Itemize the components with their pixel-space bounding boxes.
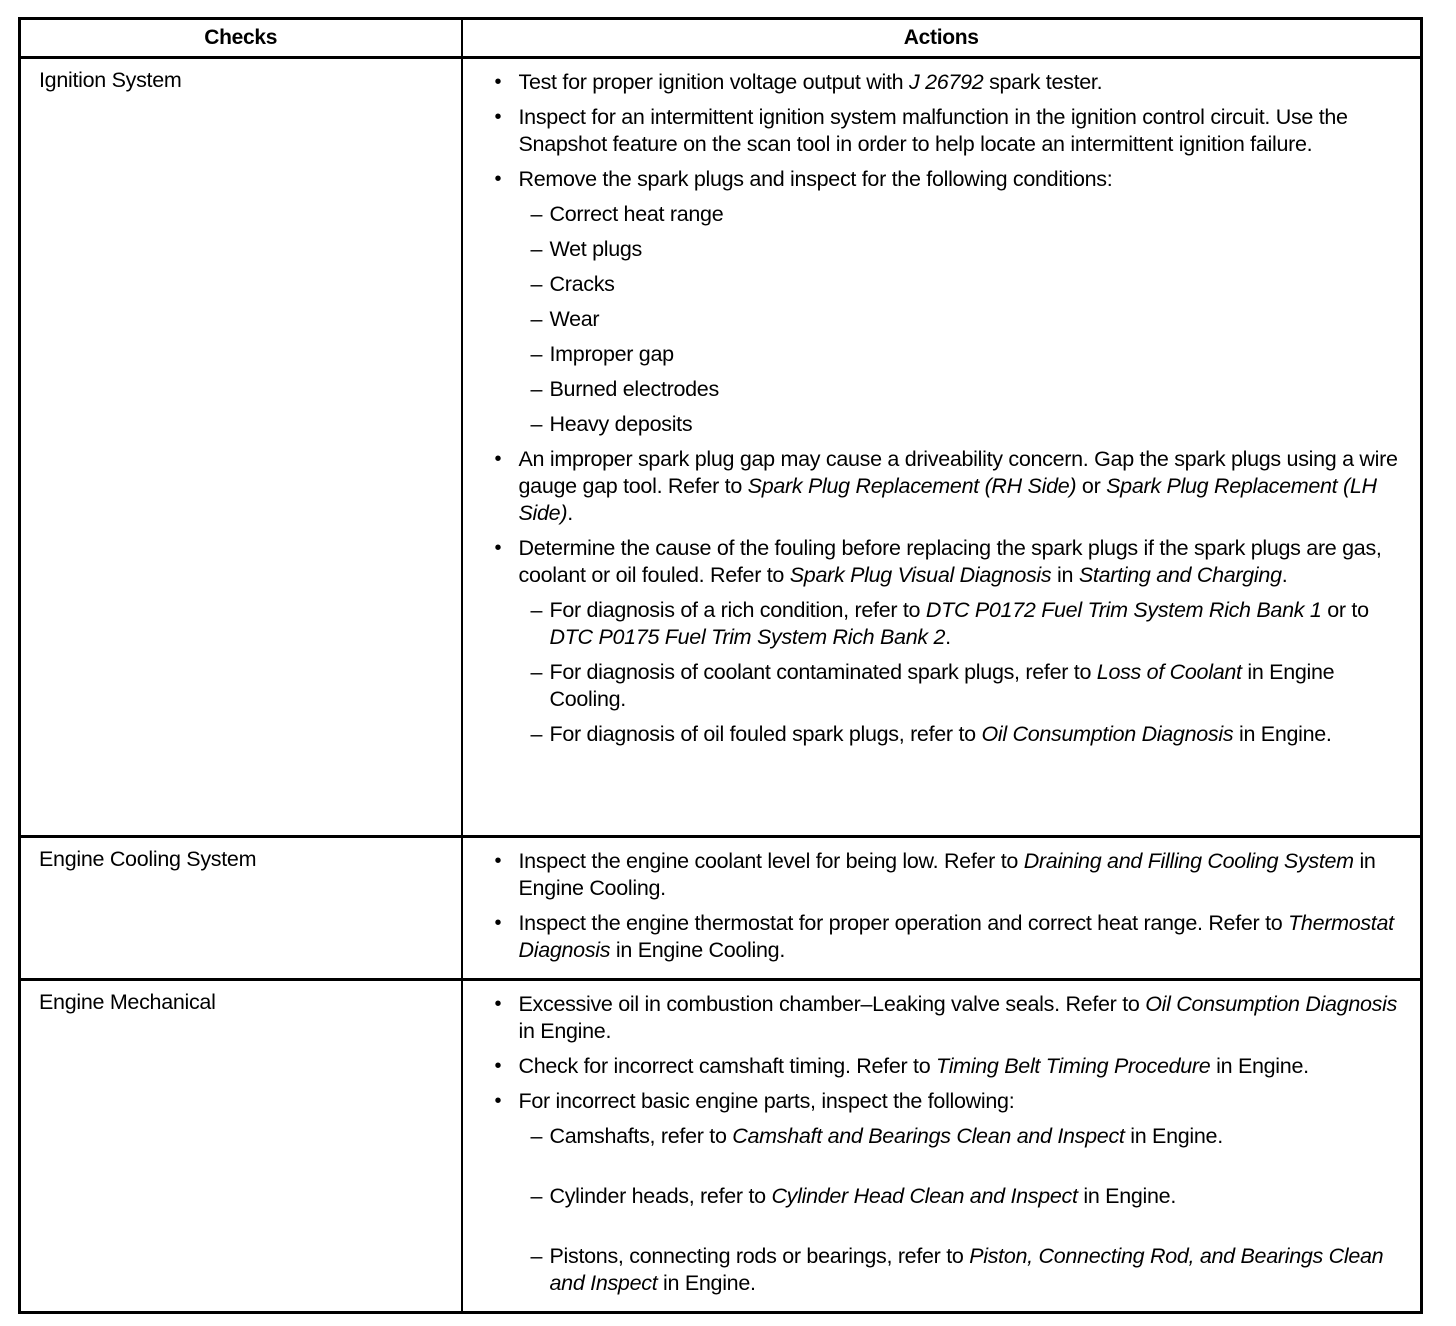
text-run: For diagnosis of a rich condition, refer to <box>549 598 926 622</box>
check-name: Engine Mechanical <box>20 980 462 1313</box>
table-row-engine-mechanical <box>20 980 1422 1313</box>
action-item <box>493 991 1409 1045</box>
cross-reference: Starting and Charging <box>1078 563 1282 587</box>
text-run: . <box>945 625 951 649</box>
text-run: in Engine. <box>1233 722 1332 746</box>
text-run: For diagnosis of oil fouled spark plugs, refer to <box>549 722 982 746</box>
cross-reference: Oil Consumption Diagnosis <box>1145 992 1398 1016</box>
actions-cell <box>462 837 1422 980</box>
cross-reference: DTC P0172 Fuel Trim System Rich Bank 1 <box>925 598 1322 622</box>
text-run: spark tester. <box>983 70 1103 94</box>
cross-reference: Draining and Filling Cooling System <box>1023 849 1354 873</box>
text-run: Cracks <box>549 272 615 296</box>
text-run: in Engine. <box>1210 1054 1309 1078</box>
text-run: Test for proper ignition voltage output with <box>518 70 909 94</box>
table-row-engine-cooling-system <box>20 837 1422 980</box>
text-run: An improper spark plug gap may cause a driveability concern. Gap the spark plugs using a wire gauge gap tool. Refer to <box>518 447 1398 498</box>
cross-reference: J 26792 <box>908 70 984 94</box>
text-run: Inspect for an intermittent ignition system malfunction in the ignition control circuit. Use the Snapshot feature on the scan tool in order to help locate an intermittent ignition failure. <box>518 105 1348 156</box>
action-list <box>493 991 1409 1297</box>
action-item <box>493 1053 1409 1080</box>
action-item <box>493 446 1409 527</box>
text-run: Remove the spark plugs and inspect for the following conditions: <box>518 167 1113 191</box>
text-run: Excessive oil in combustion chamber–Leaking valve seals. Refer to <box>518 992 1146 1016</box>
sub-action-item <box>531 341 1409 368</box>
action-item <box>493 1088 1409 1297</box>
text-run: Pistons, connecting rods or bearings, refer to <box>549 1244 970 1268</box>
text-run: Determine the cause of the fouling before replacing the spark plugs if the spark plugs are gas, coolant or oil fouled. Refer to <box>518 536 1382 587</box>
action-list <box>493 848 1409 964</box>
checks-column-header: Checks <box>20 19 462 58</box>
action-item <box>493 166 1409 438</box>
text-run: Inspect the engine thermostat for proper operation and correct heat range. Refer to <box>518 911 1289 935</box>
action-item <box>493 104 1409 158</box>
sub-action-item <box>531 376 1409 403</box>
text-run: Wet plugs <box>549 237 643 261</box>
text-run: in Engine Cooling. <box>518 849 1376 900</box>
table-row-ignition-system <box>20 58 1422 837</box>
sub-action-list <box>519 1123 1409 1297</box>
sub-action-item <box>531 721 1409 748</box>
text-run: in Engine Cooling. <box>610 938 786 962</box>
check-name: Engine Cooling System <box>20 837 462 980</box>
header-row <box>20 19 1422 58</box>
cross-reference: DTC P0175 Fuel Trim System Rich Bank 2 <box>549 625 946 649</box>
action-item <box>493 848 1409 902</box>
action-item <box>493 535 1409 748</box>
text-run: For diagnosis of coolant contaminated spark plugs, refer to <box>549 660 1097 684</box>
cross-reference: Spark Plug Replacement (RH Side) <box>747 474 1077 498</box>
text-run: Wear <box>549 307 600 331</box>
cross-reference: Camshaft and Bearings Clean and Inspect <box>732 1124 1125 1148</box>
actions-column-header: Actions <box>462 19 1422 58</box>
text-run: Cylinder heads, refer to <box>549 1184 772 1208</box>
action-item <box>493 69 1409 96</box>
actions-cell <box>462 58 1422 837</box>
cross-reference: Thermostat Diagnosis <box>518 911 1394 962</box>
cross-reference: Loss of Coolant <box>1096 660 1242 684</box>
text-run: Inspect the engine coolant level for being low. Refer to <box>518 849 1024 873</box>
sub-action-item <box>531 201 1409 228</box>
sub-action-item <box>531 659 1409 713</box>
text-run: . <box>1281 563 1288 587</box>
sub-action-item <box>531 597 1409 651</box>
action-item <box>493 910 1409 964</box>
sub-action-item <box>531 271 1409 298</box>
text-run: Improper gap <box>549 342 674 366</box>
sub-action-item <box>531 306 1409 333</box>
cross-reference: Piston, Connecting Rod, and Bearings Clean and Inspect <box>549 1244 1384 1295</box>
text-run: in Engine. <box>657 1271 756 1295</box>
text-run: Camshafts, refer to <box>549 1124 733 1148</box>
check-name: Ignition System <box>20 58 462 837</box>
sub-action-item <box>531 1243 1409 1297</box>
text-run: in Engine Cooling. <box>549 660 1335 711</box>
text-run: in Engine. <box>1124 1124 1223 1148</box>
cross-reference: Spark Plug Replacement (LH Side) <box>518 474 1377 525</box>
text-run: Correct heat range <box>549 202 724 226</box>
sub-action-item <box>531 1123 1409 1150</box>
text-run: For incorrect basic engine parts, inspect the following: <box>518 1089 1015 1113</box>
sub-action-list <box>519 201 1409 438</box>
text-run: in Engine. <box>1077 1184 1176 1208</box>
text-run: Heavy deposits <box>549 412 693 436</box>
sub-action-item <box>531 236 1409 263</box>
cross-reference: Timing Belt Timing Procedure <box>936 1054 1211 1078</box>
text-run: or <box>1076 474 1107 498</box>
text-run: in Engine. <box>518 1019 612 1043</box>
cross-reference: Spark Plug Visual Diagnosis <box>789 563 1052 587</box>
sub-action-item <box>531 1183 1409 1210</box>
text-run: or to <box>1321 598 1369 622</box>
text-run: Burned electrodes <box>549 377 719 401</box>
sub-action-item <box>531 411 1409 438</box>
sub-action-list <box>519 597 1409 748</box>
text-run: in <box>1051 563 1079 587</box>
text-run: . <box>567 501 573 525</box>
text-run: Check for incorrect camshaft timing. Refer to <box>518 1054 937 1078</box>
cross-reference: Oil Consumption Diagnosis <box>981 722 1234 746</box>
action-list <box>493 69 1409 748</box>
diagnostic-checks-table <box>18 17 1423 1314</box>
actions-cell <box>462 980 1422 1313</box>
cross-reference: Cylinder Head Clean and Inspect <box>771 1184 1078 1208</box>
